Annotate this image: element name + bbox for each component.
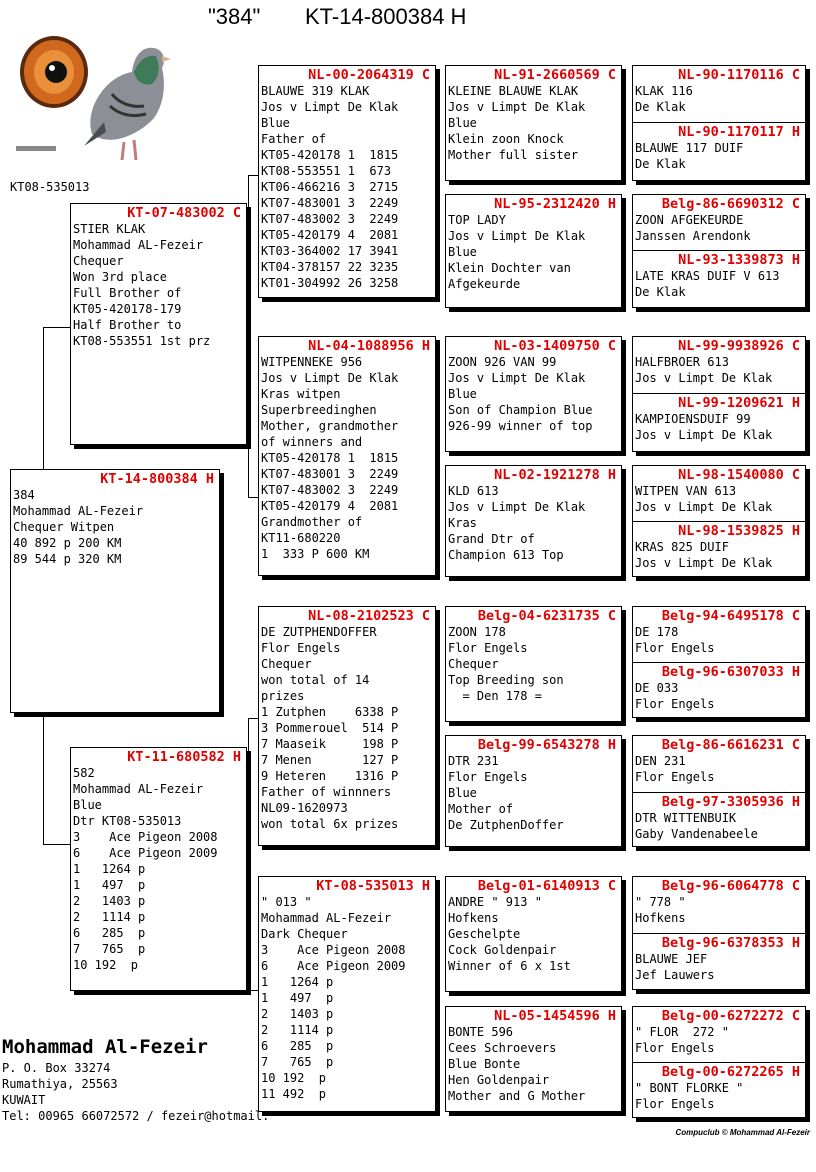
info-line: KT07-483002 3 2249: [261, 483, 399, 497]
info-line: Cock Goldenpair: [448, 943, 557, 957]
info-line: Hen Goldenpair: [448, 1073, 550, 1087]
info-line: 10 192 p: [73, 958, 139, 972]
info-line: Top Breeding son: [448, 673, 564, 687]
info-line: KT11-680220: [261, 531, 341, 545]
contact-line: Tel: 00965 66072572 / fezeir@hotmail.: [2, 1109, 270, 1123]
info-line: Grand Dtr of: [448, 532, 535, 546]
pedigree-box-great-grandparent: [445, 194, 622, 308]
info-line: Dtr KT08-535013: [73, 814, 182, 828]
info-line: Half Brother to: [73, 318, 182, 332]
connector-line: [43, 712, 44, 844]
info-line: Flor Engels: [635, 1097, 715, 1111]
info-line: " FLOR 272 ": [635, 1025, 729, 1039]
info-line: Mother of: [448, 802, 514, 816]
ring-number: NL-93-1339873 H: [678, 252, 800, 268]
info-line: Superbreedinghen: [261, 403, 377, 417]
pigeon-photo: [14, 14, 174, 164]
info-line: Afgekeurde: [448, 277, 521, 291]
address-line: KUWAIT: [2, 1093, 46, 1107]
pedigree-pair-box: [632, 1006, 806, 1118]
ring-number: NL-00-2064319 C: [308, 67, 430, 83]
info-line: Won 3rd place: [73, 270, 167, 284]
connector-line: [623, 906, 624, 964]
info-line: Dark Chequer: [261, 927, 348, 941]
info-line: Mother and G Mother: [448, 1089, 586, 1103]
connector-line: [248, 175, 258, 176]
pedigree-entry: [633, 394, 805, 443]
info-line: 3 Ace Pigeon 2008: [261, 943, 406, 957]
pedigree-box-sire: [70, 203, 247, 445]
pedigree-pair-box: [632, 606, 806, 718]
info-line: ZOON 178: [448, 625, 506, 639]
ring-number: NL-08-2102523 C: [308, 608, 430, 624]
info-line: Jos v Limpt De Klak: [448, 371, 586, 385]
connector-line: [623, 766, 624, 824]
connector-line: [623, 366, 624, 424]
ring-number: NL-04-1088956 H: [308, 338, 430, 354]
info-line: 1 Zutphen 6338 P: [261, 705, 399, 719]
info-line: DE 033: [635, 681, 679, 695]
ring-number: NL-99-9938926 C: [678, 338, 800, 354]
info-line: Chequer: [448, 657, 499, 671]
info-line: Jos v Limpt De Klak: [448, 100, 586, 114]
ring-number: Belg-01-6140913 C: [477, 878, 616, 894]
info-line: KT08-553551 1st prz: [73, 334, 211, 348]
pedigree-entry: [633, 66, 805, 123]
ring-number: Belg-96-6307033 H: [661, 664, 800, 680]
info-line: 582: [73, 766, 95, 780]
ring-number: NL-98-1540080 C: [678, 467, 800, 483]
info-line: WITPENNEKE 956: [261, 355, 363, 369]
info-line: DTR 231: [448, 754, 499, 768]
ring-number: Belg-96-6064778 C: [661, 878, 800, 894]
info-line: KT07-483001 3 2249: [261, 196, 399, 210]
pedigree-entry: [633, 337, 805, 394]
info-line: Janssen Arendonk: [635, 229, 751, 243]
info-line: Father of: [261, 132, 327, 146]
pedigree-box-great-grandparent: [445, 876, 622, 992]
info-line: Geschelpte: [448, 927, 521, 941]
info-line: prizes: [261, 689, 305, 703]
info-line: Blue: [448, 786, 477, 800]
copyright-footer: Compuclub © Mohammad Al-Fezeir: [675, 1128, 810, 1137]
info-line: of winners and: [261, 435, 363, 449]
pedigree-box-granddam-paternal: [258, 336, 436, 576]
info-line: BONTE 596: [448, 1025, 514, 1039]
info-line: De ZutphenDoffer: [448, 818, 564, 832]
info-line: DE ZUTPHENDOFFER: [261, 625, 377, 639]
ring-number: NL-98-1539825 H: [678, 523, 800, 539]
pedigree-box-great-grandparent: [445, 465, 622, 577]
pedigree-entry: [633, 934, 805, 983]
ring-number: KT-07-483002 C: [127, 205, 241, 221]
breeder-name: Mohammad Al-Fezeir: [2, 1036, 208, 1058]
info-line: 7 765 p: [73, 942, 146, 956]
ring-number: Belg-00-6272272 C: [661, 1008, 800, 1024]
ring-number: NL-90-1170117 H: [678, 124, 800, 140]
ring-number: Belg-99-6543278 H: [477, 737, 616, 753]
info-line: Klein zoon Knock: [448, 132, 564, 146]
pedigree-entry: [633, 522, 805, 571]
info-line: Flor Engels: [635, 1041, 715, 1055]
info-line: Mohammad AL-Fezeir: [13, 504, 144, 518]
info-line: Chequer: [261, 657, 312, 671]
info-line: 6 Ace Pigeon 2009: [73, 846, 218, 860]
connector-line: [43, 327, 70, 328]
info-line: Jos v Limpt De Klak: [261, 100, 399, 114]
info-line: " 778 ": [635, 895, 686, 909]
info-line: KT05-420179 4 2081: [261, 228, 399, 242]
info-line: 2 1403 p: [261, 1007, 334, 1021]
connector-line: [623, 96, 624, 152]
ring-number: NL-03-1409750 C: [494, 338, 616, 354]
info-line: Father of winnners: [261, 785, 392, 799]
connector-line: [248, 990, 258, 991]
connector-line: [248, 718, 249, 990]
info-line: 1 1264 p: [261, 975, 334, 989]
ring-number: NL-91-2660569 C: [494, 67, 616, 83]
info-line: 3 Ace Pigeon 2008: [73, 830, 218, 844]
info-line: KT05-420178 1 1815: [261, 148, 399, 162]
connector-line: [437, 130, 438, 256]
info-line: won total 6x prizes: [261, 817, 399, 831]
pedigree-entry: [633, 736, 805, 793]
info-line: 1 333 P 600 KM: [261, 547, 370, 561]
pedigree-entry: [633, 195, 805, 251]
info-line: WITPEN VAN 613: [635, 484, 737, 498]
info-line: Blue: [261, 116, 290, 130]
info-line: Jos v Limpt De Klak: [448, 500, 586, 514]
info-line: De Klak: [635, 100, 686, 114]
info-line: Mother full sister: [448, 148, 579, 162]
info-line: 40 892 p 200 KM: [13, 536, 122, 550]
pedigree-entry: [633, 1007, 805, 1063]
info-line: 89 544 p 320 KM: [13, 552, 122, 566]
info-line: KT05-420179 4 2081: [261, 499, 399, 513]
info-line: Flor Engels: [448, 641, 528, 655]
info-line: Kras: [448, 516, 477, 530]
info-line: Jos v Limpt De Klak: [635, 500, 773, 514]
info-line: ZOON AFGEKEURDE: [635, 213, 744, 227]
ring-number: NL-99-1209621 H: [678, 395, 800, 411]
info-line: Grandmother of: [261, 515, 363, 529]
info-line: Jos v Limpt De Klak: [261, 371, 399, 385]
info-line: NL09-1620973: [261, 801, 348, 815]
info-line: Blue: [448, 116, 477, 130]
pedigree-entry: [633, 1063, 805, 1112]
pedigree-pair-box: [632, 465, 806, 577]
ring-number: NL-95-2312420 H: [494, 196, 616, 212]
pedigree-box-great-grandparent: [445, 606, 622, 722]
pedigree-entry: [633, 793, 805, 842]
info-line: 10 192 p: [261, 1071, 327, 1085]
pedigree-entry: [633, 251, 805, 300]
info-line: 11 492 p: [261, 1087, 327, 1101]
info-line: 384: [13, 488, 35, 502]
pedigree-pair-box: [632, 336, 806, 452]
ring-number: KT-11-680582 H: [127, 749, 241, 765]
info-line: Flor Engels: [635, 770, 715, 784]
pedigree-pair-box: [632, 876, 806, 990]
info-line: " BONT FLORKE ": [635, 1081, 744, 1095]
info-line: 926-99 winner of top: [448, 419, 593, 433]
connector-line: [623, 496, 624, 554]
photo-caption: KT08-535013: [10, 180, 90, 194]
info-line: TOP LADY: [448, 213, 506, 227]
info-line: 2 1114 p: [261, 1023, 334, 1037]
info-line: Flor Engels: [635, 697, 715, 711]
info-line: Mohammad AL-Fezeir: [261, 911, 392, 925]
info-line: ZOON 926 VAN 99: [448, 355, 557, 369]
info-line: KT05-420178-179: [73, 302, 182, 316]
info-line: KRAS 825 DUIF: [635, 540, 729, 554]
info-line: BLAUWE 117 DUIF: [635, 141, 744, 155]
info-line: 6 Ace Pigeon 2009: [261, 959, 406, 973]
info-line: Flor Engels: [261, 641, 341, 655]
connector-line: [623, 224, 624, 282]
pedigree-box-dam: [70, 747, 247, 991]
info-line: 1 497 p: [261, 991, 334, 1005]
pedigree-entry: [633, 663, 805, 712]
pigeon-short-name: "384": [208, 4, 261, 29]
ring-number: NL-05-1454596 H: [494, 1008, 616, 1024]
info-line: LATE KRAS DUIF V 613: [635, 269, 780, 283]
info-line: Mohammad AL-Fezeir: [73, 782, 204, 796]
info-line: DEN 231: [635, 754, 686, 768]
pedigree-box-great-grandparent: [445, 65, 622, 181]
info-line: KT07-483002 3 2249: [261, 212, 399, 226]
info-line: Gaby Vandenabeele: [635, 827, 758, 841]
ring-number: Belg-86-6690312 C: [661, 196, 800, 212]
info-line: Blue Bonte: [448, 1057, 521, 1071]
info-line: DE 178: [635, 625, 679, 639]
ring-number: Belg-86-6616231 C: [661, 737, 800, 753]
pedigree-box-grandsire-maternal: [258, 606, 436, 846]
info-line: Blue: [448, 387, 477, 401]
info-line: BLAUWE JEF: [635, 952, 708, 966]
info-line: 2 1114 p: [73, 910, 146, 924]
info-line: Mother, grandmother: [261, 419, 399, 433]
info-line: won total of 14: [261, 673, 370, 687]
pedigree-box-grandsire-paternal: [258, 65, 436, 298]
info-line: KT08-553551 1 673: [261, 164, 392, 178]
info-line: 1 497 p: [73, 878, 146, 892]
info-line: KAMPIOENSDUIF 99: [635, 412, 751, 426]
info-line: Son of Champion Blue: [448, 403, 593, 417]
connector-line: [437, 400, 438, 528]
info-line: Cees Schroevers: [448, 1041, 557, 1055]
info-line: De Klak: [635, 157, 686, 171]
ring-number: NL-02-1921278 H: [494, 467, 616, 483]
info-line: KT06-466216 3 2715: [261, 180, 399, 194]
info-line: DTR WITTENBUIK: [635, 811, 737, 825]
info-line: Champion 613 Top: [448, 548, 564, 562]
info-line: Winner of 6 x 1st: [448, 959, 571, 973]
info-line: HALFBROER 613: [635, 355, 729, 369]
info-line: KT04-378157 22 3235: [261, 260, 399, 274]
ring-number: Belg-00-6272265 H: [661, 1064, 800, 1080]
info-line: Klein Dochter van: [448, 261, 571, 275]
ring-number: NL-90-1170116 C: [678, 67, 800, 83]
info-line: Jos v Limpt De Klak: [635, 428, 773, 442]
info-line: Jos v Limpt De Klak: [635, 556, 773, 570]
info-line: STIER KLAK: [73, 222, 146, 236]
info-line: Mohammad AL-Fezeir: [73, 238, 204, 252]
connector-line: [248, 497, 258, 498]
ring-number: Belg-96-6378353 H: [661, 935, 800, 951]
connector-line: [43, 844, 70, 845]
pedigree-entry: [633, 123, 805, 172]
info-line: Hofkens: [635, 911, 686, 925]
info-line: ANDRE " 913 ": [448, 895, 542, 909]
connector-line: [623, 638, 624, 694]
pedigree-entry: [633, 607, 805, 663]
connector-line: [437, 945, 438, 1073]
info-line: 6 285 p: [73, 926, 146, 940]
info-line: 1 1264 p: [73, 862, 146, 876]
info-line: Chequer: [73, 254, 124, 268]
pedigree-pair-box: [632, 194, 806, 308]
pedigree-box-granddam-maternal: [258, 876, 436, 1112]
info-line: Flor Engels: [448, 770, 528, 784]
pedigree-box-great-grandparent: [445, 735, 622, 847]
pedigree-box-great-grandparent: [445, 336, 622, 452]
info-line: 7 765 p: [261, 1055, 334, 1069]
info-line: De Klak: [635, 285, 686, 299]
info-line: Kras witpen: [261, 387, 341, 401]
info-line: 7 Maaseik 198 P: [261, 737, 399, 751]
info-line: 3 Pommerouel 514 P: [261, 721, 399, 735]
pedigree-box-subject: [10, 469, 220, 713]
pedigree-pair-box: [632, 65, 806, 181]
info-line: KT07-483001 3 2249: [261, 467, 399, 481]
pedigree-entry: [633, 877, 805, 934]
connector-line: [623, 1036, 624, 1094]
pedigree-box-great-grandparent: [445, 1006, 622, 1112]
info-line: KT03-364002 17 3941: [261, 244, 399, 258]
info-line: 7 Menen 127 P: [261, 753, 399, 767]
connector-line: [248, 175, 249, 497]
ring-number: Belg-97-3305936 H: [661, 794, 800, 810]
pedigree-pair-box: [632, 735, 806, 847]
ring-number: KT-14-800384 H: [100, 471, 214, 487]
info-line: Flor Engels: [635, 641, 715, 655]
info-line: Jos v Limpt De Klak: [448, 229, 586, 243]
info-line: Blue: [448, 245, 477, 259]
pedigree-entry: [633, 466, 805, 522]
info-line: BLAUWE 319 KLAK: [261, 84, 370, 98]
address-line: Rumathiya, 25563: [2, 1077, 118, 1091]
info-line: KLAK 116: [635, 84, 693, 98]
info-line: Jos v Limpt De Klak: [635, 371, 773, 385]
ring-number: Belg-94-6495178 C: [661, 608, 800, 624]
address-line: P. O. Box 33274: [2, 1061, 111, 1075]
info-line: Jef Lauwers: [635, 968, 715, 982]
info-line: 9 Heteren 1316 P: [261, 769, 399, 783]
ring-number: KT-08-535013 H: [316, 878, 430, 894]
info-line: " 013 ": [261, 895, 312, 909]
connector-line: [43, 327, 44, 469]
info-line: = Den 178 =: [448, 689, 542, 703]
info-line: KLEINE BLAUWE KLAK: [448, 84, 579, 98]
info-line: Chequer Witpen: [13, 520, 115, 534]
ring-number: Belg-04-6231735 C: [477, 608, 616, 624]
connector-line: [437, 675, 438, 803]
info-line: KLD 613: [448, 484, 499, 498]
info-line: Hofkens: [448, 911, 499, 925]
pigeon-ring-title: KT-14-800384 H: [305, 4, 467, 29]
info-line: 2 1403 p: [73, 894, 146, 908]
info-line: Full Brother of: [73, 286, 182, 300]
info-line: Blue: [73, 798, 102, 812]
connector-line: [248, 718, 258, 719]
info-line: 6 285 p: [261, 1039, 334, 1053]
info-line: KT05-420178 1 1815: [261, 451, 399, 465]
info-line: KT01-304992 26 3258: [261, 276, 399, 290]
